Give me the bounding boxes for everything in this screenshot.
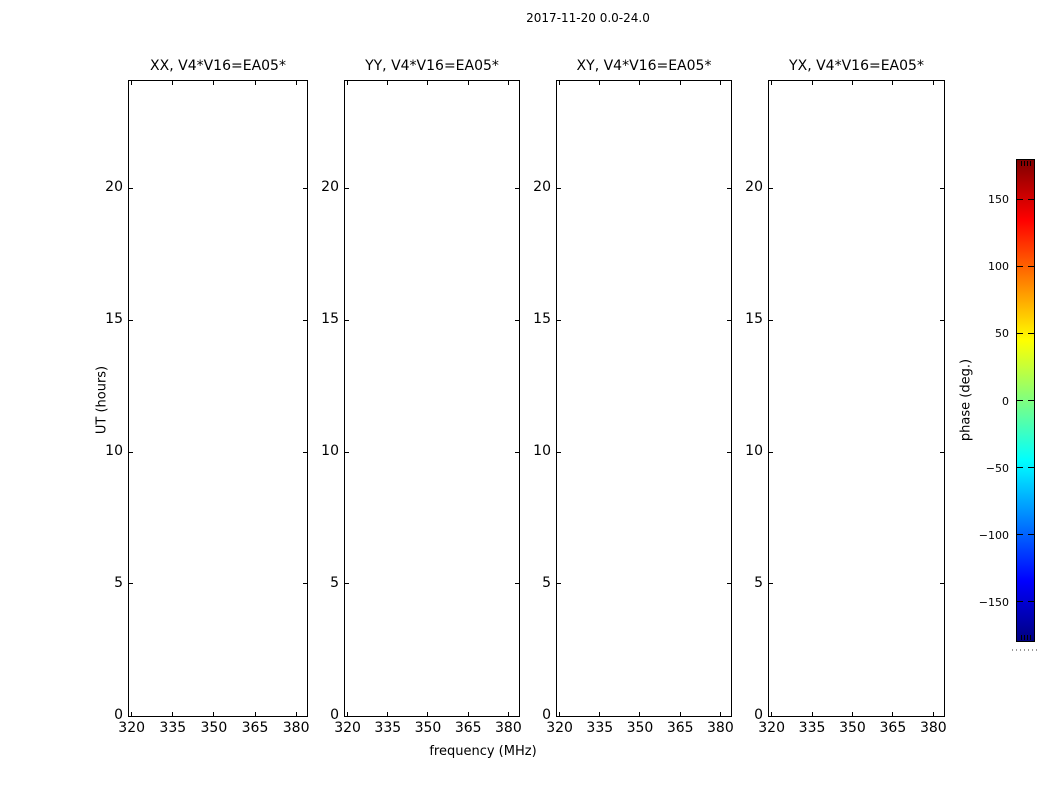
x-tick-mark	[892, 712, 893, 716]
y-tick-mark	[940, 188, 944, 189]
y-tick-mark	[129, 320, 133, 321]
colorbar-tick-label: 150	[988, 193, 1009, 207]
x-tick-label: 335	[159, 720, 187, 736]
x-tick-label: 320	[334, 720, 361, 736]
x-tick-mark	[131, 81, 132, 85]
x-tick-mark	[296, 81, 297, 85]
colorbar-tick-mark	[1028, 266, 1034, 267]
x-tick-label: 335	[586, 720, 614, 736]
x-tick-label: 365	[454, 720, 482, 736]
y-tick-mark	[345, 320, 349, 321]
x-tick-mark	[468, 712, 469, 716]
y-tick-mark	[727, 320, 731, 321]
colorbar-tick-label: 100	[988, 260, 1009, 274]
x-tick-mark	[812, 81, 813, 85]
x-tick-mark	[213, 712, 214, 716]
y-tick-label: 20	[105, 179, 123, 196]
subplot-xy-title: XY, V4*V16=EA05*	[576, 58, 712, 74]
x-tick-mark	[720, 81, 721, 85]
y-tick-mark	[557, 320, 561, 321]
y-tick-mark	[769, 320, 773, 321]
y-tick-label: 10	[105, 443, 123, 460]
x-tick-mark	[933, 81, 934, 85]
colorbar-axis-label: phase (deg.)	[958, 358, 974, 442]
subplot-yy-plot-area	[321, 80, 522, 736]
y-tick-mark	[515, 583, 519, 584]
y-tick-label: 10	[745, 443, 763, 460]
y-tick-mark	[557, 716, 561, 717]
y-tick-mark	[303, 716, 307, 717]
x-tick-label: 350	[414, 720, 442, 736]
x-tick-label: 350	[839, 720, 866, 736]
y-tick-mark	[515, 188, 519, 189]
x-tick-label: 320	[758, 720, 785, 736]
colorbar-tick-label: −100	[978, 528, 1009, 542]
x-tick-mark	[213, 81, 214, 85]
x-tick-label: 380	[919, 720, 947, 736]
y-tick-label: 5	[330, 574, 339, 591]
colorbar-tick-mark	[1017, 199, 1023, 200]
y-tick-mark	[727, 583, 731, 584]
y-tick-mark	[557, 188, 561, 189]
y-tick-mark	[515, 320, 519, 321]
x-tick-mark	[639, 712, 640, 716]
x-tick-mark	[852, 81, 853, 85]
y-tick-label: 0	[114, 707, 123, 723]
subplot-xx-title: XX, V4*V16=EA05*	[150, 58, 286, 74]
subplot-xy	[533, 58, 734, 736]
y-tick-label: 15	[745, 311, 763, 328]
colorbar-tick-mark	[1017, 266, 1023, 267]
x-tick-label: 380	[495, 720, 522, 736]
y-tick-mark	[727, 452, 731, 453]
subplot-xy-plot-area	[533, 80, 734, 736]
y-tick-mark	[727, 188, 731, 189]
colorbar-dotted-edge	[1012, 649, 1040, 651]
y-tick-mark	[303, 188, 307, 189]
x-tick-mark	[771, 81, 772, 85]
x-tick-mark	[852, 712, 853, 716]
colorbar-tick-mark	[1017, 601, 1023, 602]
y-tick-mark	[303, 583, 307, 584]
x-tick-label: 335	[374, 720, 402, 736]
y-tick-mark	[345, 583, 349, 584]
colorbar-tick-mark	[1017, 534, 1023, 535]
x-tick-label: 365	[879, 720, 907, 736]
figure-title: 2017-11-20 0.0-24.0	[526, 11, 650, 25]
y-tick-mark	[727, 716, 731, 717]
colorbar-tick-label: −50	[985, 461, 1009, 475]
x-tick-mark	[680, 81, 681, 85]
y-tick-mark	[303, 320, 307, 321]
x-tick-label: 350	[200, 720, 228, 736]
y-tick-label: 20	[745, 179, 763, 196]
colorbar-bottom-hatch	[1021, 635, 1033, 640]
x-tick-mark	[892, 81, 893, 85]
y-tick-mark	[129, 716, 133, 717]
subplot-yx-title: YX, V4*V16=EA05*	[789, 58, 924, 74]
y-tick-label: 15	[105, 311, 123, 328]
colorbar-tick-mark	[1028, 199, 1034, 200]
colorbar-tick-mark	[1028, 467, 1034, 468]
y-tick-label: 20	[533, 179, 551, 196]
x-tick-mark	[559, 81, 560, 85]
x-tick-mark	[387, 81, 388, 85]
x-tick-label: 320	[546, 720, 573, 736]
y-tick-label: 20	[321, 179, 339, 196]
subplot-yy	[321, 58, 522, 736]
x-tick-mark	[427, 81, 428, 85]
x-tick-mark	[255, 81, 256, 85]
x-tick-label: 320	[118, 720, 146, 736]
y-tick-mark	[769, 583, 773, 584]
x-tick-label: 365	[666, 720, 694, 736]
x-tick-mark	[255, 712, 256, 716]
subplot-yy-title: YY, V4*V16=EA05*	[365, 58, 499, 74]
x-tick-mark	[387, 712, 388, 716]
y-tick-label: 15	[533, 311, 551, 328]
x-tick-mark	[508, 712, 509, 716]
subplot-xx-plot-area	[105, 80, 310, 736]
x-tick-mark	[933, 712, 934, 716]
y-tick-mark	[129, 583, 133, 584]
y-tick-mark	[129, 452, 133, 453]
y-tick-label: 0	[330, 707, 339, 723]
colorbar-tick-mark	[1028, 333, 1034, 334]
x-tick-mark	[639, 81, 640, 85]
y-tick-label: 15	[321, 311, 339, 328]
y-tick-label: 5	[114, 574, 123, 591]
x-tick-mark	[172, 81, 173, 85]
y-tick-mark	[940, 583, 944, 584]
y-tick-mark	[769, 452, 773, 453]
colorbar-tick-label: 0	[1002, 394, 1009, 408]
x-tick-mark	[468, 81, 469, 85]
x-tick-mark	[347, 81, 348, 85]
x-tick-mark	[599, 712, 600, 716]
y-tick-mark	[345, 716, 349, 717]
y-tick-label: 0	[754, 707, 763, 723]
y-tick-label: 5	[754, 574, 763, 591]
colorbar	[978, 159, 1035, 642]
x-tick-mark	[680, 712, 681, 716]
x-tick-label: 350	[626, 720, 654, 736]
x-tick-mark	[172, 712, 173, 716]
y-tick-mark	[940, 716, 944, 717]
y-tick-mark	[345, 188, 349, 189]
y-tick-mark	[557, 583, 561, 584]
y-tick-label: 0	[542, 707, 551, 723]
y-tick-mark	[940, 452, 944, 453]
y-tick-label: 10	[533, 443, 551, 460]
x-tick-mark	[296, 712, 297, 716]
x-tick-mark	[599, 81, 600, 85]
x-tick-mark	[720, 712, 721, 716]
x-tick-label: 365	[241, 720, 269, 736]
colorbar-tick-mark	[1017, 400, 1023, 401]
y-axis-label: UT (hours)	[94, 365, 110, 435]
subplot-yx-plot-area	[745, 80, 947, 736]
colorbar-tick-mark	[1017, 467, 1023, 468]
x-tick-label: 335	[798, 720, 826, 736]
y-tick-mark	[769, 716, 773, 717]
colorbar-tick-label: 50	[995, 327, 1009, 341]
subplot-xx	[105, 58, 310, 736]
colorbar-tick-mark	[1028, 534, 1034, 535]
x-tick-mark	[427, 712, 428, 716]
y-tick-mark	[345, 452, 349, 453]
x-tick-mark	[508, 81, 509, 85]
colorbar-tick-mark	[1028, 400, 1034, 401]
x-tick-mark	[812, 712, 813, 716]
y-tick-mark	[515, 716, 519, 717]
y-tick-label: 5	[542, 574, 551, 591]
x-axis-label: frequency (MHz)	[429, 744, 537, 759]
y-tick-label: 10	[321, 443, 339, 460]
y-tick-mark	[769, 188, 773, 189]
y-tick-mark	[515, 452, 519, 453]
y-tick-mark	[129, 188, 133, 189]
colorbar-tick-mark	[1028, 601, 1034, 602]
subplot-yx	[745, 58, 947, 736]
x-tick-label: 380	[707, 720, 734, 736]
y-tick-mark	[940, 320, 944, 321]
colorbar-top-hatch	[1021, 161, 1033, 166]
y-tick-mark	[303, 452, 307, 453]
colorbar-tick-label: −150	[978, 595, 1009, 609]
y-tick-mark	[557, 452, 561, 453]
x-tick-label: 380	[282, 720, 310, 736]
colorbar-tick-mark	[1017, 333, 1023, 334]
